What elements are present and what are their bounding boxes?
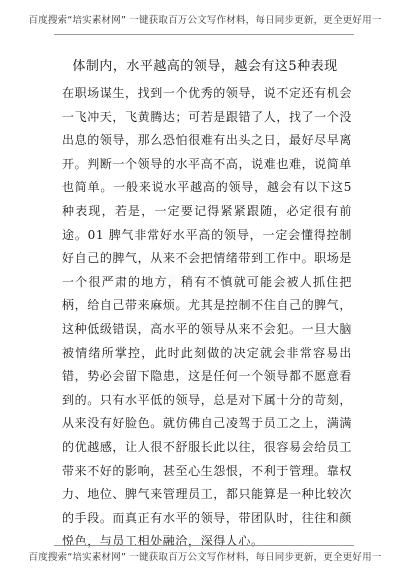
footer-divider	[54, 545, 354, 546]
page-footer: 百度搜索“培实素材网” 一键获取百万公文写作材料，每日同步更新，更全更好用一	[28, 552, 382, 563]
body-paragraph: 在职场谋生，找到一个优秀的领导，说不定还有机会一飞冲天，飞黄腾达；可若是跟错了人，找了一个没出息的领导，那么恐怕很难有出头之日，最好尽早离开。判断一个领导的水平高不高，说难也难，说简单也简单。一般来说水平越高的领导，越会有以下这5种表现，若是，一定要记得紧紧跟随，必定很有前途。01 脾气非常好水平高的领导，一定会懂得控制好自己的脾气，从来不会把情绪带到工作中。职场是一个很严肃的地方，稍有不慎就可能会被人抓住把柄，给自己带来麻烦。尤其是控制不住自己的脾气，这种低级错误，高水平的领导从来不会犯。一旦大脑被情绪所掌控，此时此刻做的决定就会非常容易出错，势必会留下隐患，这是任何一个领导都不愿意看到的。只有水平低的领导，总是对下属十分的苛刻，从来没有好脸色。就仿佛自己凌驾于员工之上，满满的优越感，让人很不舒服长此以往，很容易会给员工带来不好的影响，甚至心生怨恨，不利于管理。靠权力、地位、脾气来管理员工，都只能算是一种比较次的手段。而真正有水平的领导，带团队时，往往和颜悦色，与员工相处融洽，深得人心。	[62, 86, 352, 549]
header-divider	[54, 34, 354, 35]
watermark: 培实素材网	[141, 253, 207, 303]
page-header: 百度搜索“培实素材网” 一键获取百万公文写作材料，每日同步更新，更全更好用一	[28, 15, 382, 26]
document-title: 体制内，水平越高的领导，越会有这5种表现	[72, 59, 338, 74]
document-body	[62, 82, 352, 554]
